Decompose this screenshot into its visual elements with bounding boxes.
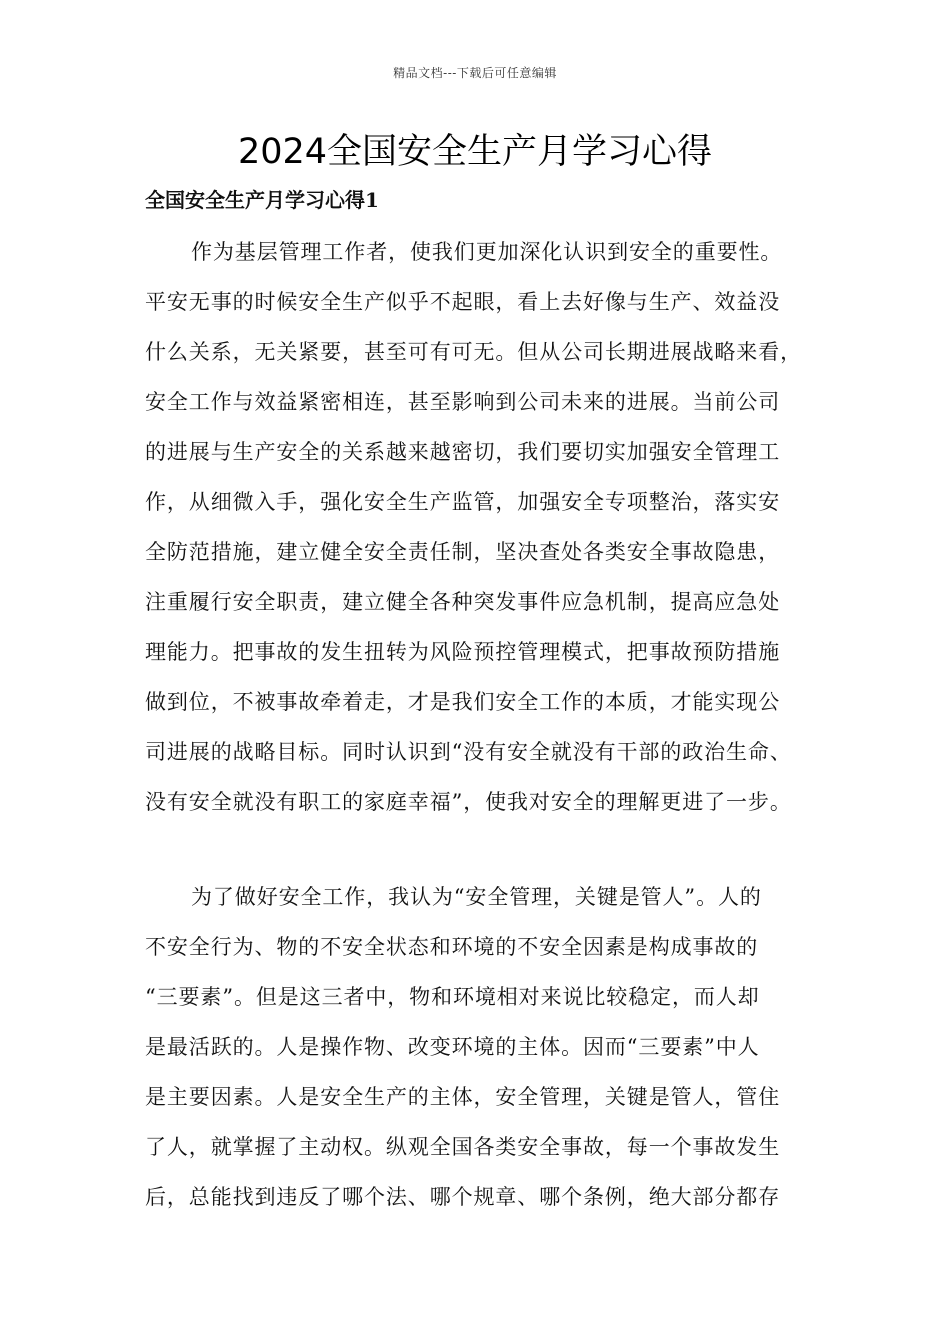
paragraph-line: 作为基层管理工作者，使我们更加深化认识到安全的重要性。 (191, 240, 783, 264)
paragraph-line: 是最活跃的。人是操作物、改变环境的主体。因而“三要素”中人 (145, 1035, 760, 1059)
paragraph-line: 全防范措施，建立健全安全责任制，坚决查处各类安全事故隐患， (145, 540, 781, 564)
paragraph-line: 后，总能找到违反了哪个法、哪个规章、哪个条例，绝大部分都存 (145, 1185, 781, 1209)
paragraph-line: 安全工作与效益紧密相连，甚至影响到公司未来的进展。当前公司 (145, 390, 781, 414)
paragraph-line: 作，从细微入手，强化安全生产监管，加强安全专项整治，落实安 (145, 490, 781, 514)
paragraph-line: 平安无事的时候安全生产似乎不起眼，看上去好像与生产、效益没 (145, 290, 781, 314)
paragraph-1 (145, 227, 825, 827)
paragraph-line: 司进展的战略目标。同时认识到“没有安全就没有干部的政治生命、 (145, 740, 792, 764)
document-title: 2024全国安全生产月学习心得 (237, 132, 713, 172)
paragraph-line: 理能力。把事故的发生扭转为风险预控管理模式，把事故预防措施 (145, 640, 781, 664)
paragraph-line: “三要素”。但是这三者中，物和环境相对来说比较稳定，而人却 (145, 985, 760, 1009)
paragraph-line: 注重履行安全职责，建立健全各种突发事件应急机制，提高应急处 (145, 590, 781, 614)
paragraph-2 (145, 872, 825, 1222)
paragraph-line: 是主要因素。人是安全生产的主体，安全管理，关键是管人，管住 (145, 1085, 781, 1109)
paragraph-line: 什么关系，无关紧要，甚至可有可无。但从公司长期进展战略来看， (145, 340, 802, 364)
paragraph-line: 了人，就掌握了主动权。纵观全国各类安全事故，每一个事故发生 (145, 1135, 781, 1159)
section-heading: 全国安全生产月学习心得1 (145, 188, 379, 212)
paragraph-line: 的进展与生产安全的关系越来越密切，我们要切实加强安全管理工 (145, 440, 781, 464)
header-note: 精品文档---下载后可任意编辑 (393, 66, 557, 80)
paragraph-line: 不安全行为、物的不安全状态和环境的不安全因素是构成事故的 (145, 935, 759, 959)
paragraph-line: 没有安全就没有职工的家庭幸福”，使我对安全的理解更进了一步。 (145, 790, 792, 814)
paragraph-line: 为了做好安全工作，我认为“安全管理，关键是管人”。人的 (191, 885, 762, 909)
paragraph-line: 做到位，不被事故牵着走，才是我们安全工作的本质，才能实现公 (145, 690, 781, 714)
